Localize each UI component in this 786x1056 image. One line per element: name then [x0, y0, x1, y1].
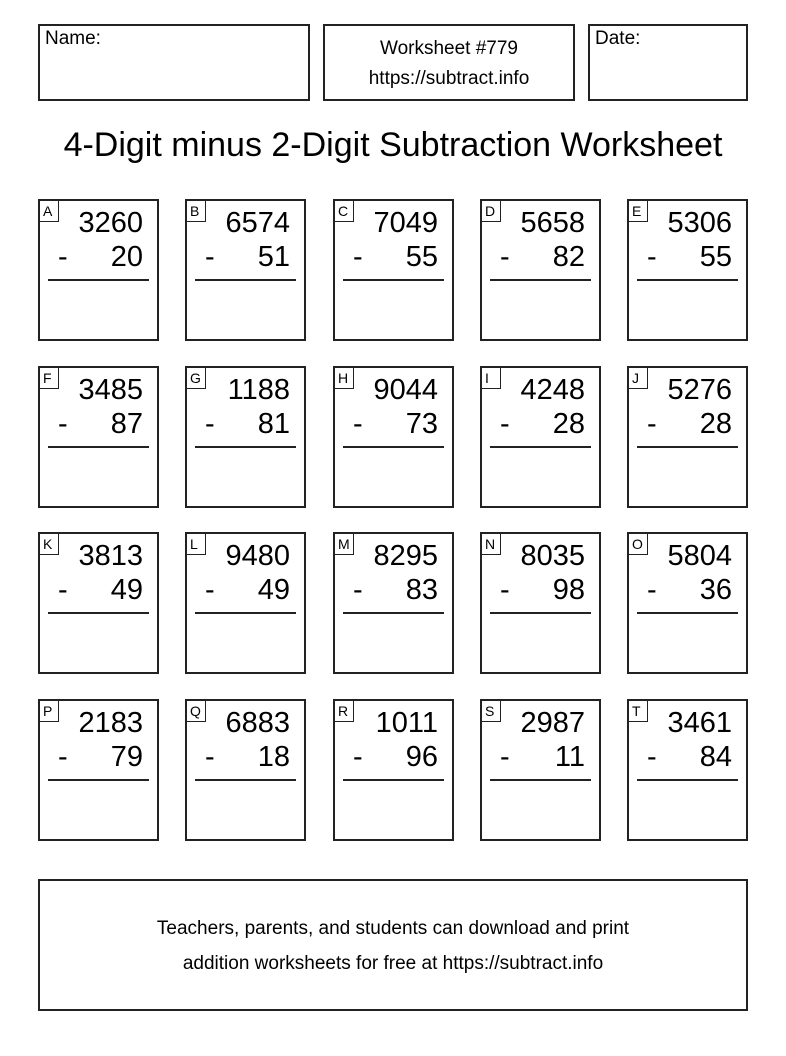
minus-sign: -	[353, 574, 363, 606]
minuend: 5658	[520, 207, 585, 239]
answer-line	[343, 779, 444, 781]
problem-letter: G	[186, 367, 206, 389]
minuend: 5276	[667, 374, 732, 406]
subtrahend: 55	[699, 241, 732, 273]
problem-letter: S	[481, 700, 501, 722]
problem-letter: Q	[186, 700, 206, 722]
minus-sign: -	[500, 408, 510, 440]
subtrahend: 96	[405, 741, 438, 773]
minus-sign: -	[353, 241, 363, 273]
subtrahend: 83	[405, 574, 438, 606]
problem-box[interactable]	[333, 366, 454, 508]
answer-line	[343, 446, 444, 448]
subtrahend: 82	[552, 241, 585, 273]
problem-letter: L	[186, 533, 206, 555]
minuend: 4248	[520, 374, 585, 406]
answer-line	[195, 446, 296, 448]
problem-letter: J	[628, 367, 648, 389]
minus-sign: -	[647, 741, 657, 773]
minuend: 6574	[225, 207, 290, 239]
answer-line	[490, 779, 591, 781]
answer-line	[490, 612, 591, 614]
footer-note	[38, 879, 748, 1011]
minus-sign: -	[500, 741, 510, 773]
problem-letter: F	[39, 367, 59, 389]
subtrahend: 84	[699, 741, 732, 773]
problem-letter: A	[39, 200, 59, 222]
subtrahend: 28	[552, 408, 585, 440]
minuend: 3461	[667, 707, 732, 739]
page-title: 4-Digit minus 2-Digit Subtraction Worksheet	[63, 126, 723, 164]
problem-box[interactable]	[333, 199, 454, 341]
answer-line	[195, 612, 296, 614]
problem-box[interactable]	[333, 699, 454, 841]
problem-box[interactable]	[480, 199, 601, 341]
answer-line	[637, 779, 738, 781]
minus-sign: -	[58, 574, 68, 606]
problem-box[interactable]	[627, 532, 748, 674]
minuend: 3485	[78, 374, 143, 406]
minuend: 8295	[373, 540, 438, 572]
subtrahend: 20	[110, 241, 143, 273]
problem-letter: P	[39, 700, 59, 722]
answer-line	[637, 446, 738, 448]
minuend: 2987	[520, 707, 585, 739]
subtrahend: 87	[110, 408, 143, 440]
answer-line	[195, 779, 296, 781]
problem-letter: E	[628, 200, 648, 222]
minus-sign: -	[205, 741, 215, 773]
problem-box[interactable]	[480, 699, 601, 841]
problem-box[interactable]	[185, 699, 306, 841]
minus-sign: -	[58, 408, 68, 440]
minus-sign: -	[500, 241, 510, 273]
problem-letter: O	[628, 533, 648, 555]
subtrahend: 51	[257, 241, 290, 273]
subtrahend: 55	[405, 241, 438, 273]
minuend: 3260	[78, 207, 143, 239]
subtrahend: 28	[699, 408, 732, 440]
subtrahend: 11	[554, 741, 585, 773]
problem-letter: H	[334, 367, 354, 389]
problem-letter: R	[334, 700, 354, 722]
footer-line-1: Teachers, parents, and students can download and print	[156, 918, 630, 939]
answer-line	[48, 612, 149, 614]
minuend: 2183	[78, 707, 143, 739]
minuend: 9480	[225, 540, 290, 572]
problem-box[interactable]	[480, 366, 601, 508]
minus-sign: -	[58, 741, 68, 773]
problem-box[interactable]	[185, 199, 306, 341]
answer-line	[48, 279, 149, 281]
minus-sign: -	[500, 574, 510, 606]
problem-box[interactable]	[185, 532, 306, 674]
answer-line	[48, 446, 149, 448]
minus-sign: -	[647, 574, 657, 606]
subtrahend: 98	[552, 574, 585, 606]
answer-line	[637, 612, 738, 614]
minus-sign: -	[647, 408, 657, 440]
subtrahend: 18	[257, 741, 290, 773]
subtrahend: 73	[405, 408, 438, 440]
minus-sign: -	[647, 241, 657, 273]
worksheet-info-box	[323, 24, 575, 101]
problem-box[interactable]	[38, 532, 159, 674]
name-field-box[interactable]	[38, 24, 310, 101]
minuend: 3813	[78, 540, 143, 572]
answer-line	[637, 279, 738, 281]
problem-box[interactable]	[333, 532, 454, 674]
subtrahend: 49	[257, 574, 290, 606]
minus-sign: -	[58, 241, 68, 273]
problem-letter: M	[334, 533, 354, 555]
problem-box[interactable]	[627, 199, 748, 341]
worksheet-url: https://subtract.info	[368, 68, 530, 89]
minuend: 9044	[373, 374, 438, 406]
problem-letter: K	[39, 533, 59, 555]
minuend: 7049	[373, 207, 438, 239]
minuend: 8035	[520, 540, 585, 572]
minus-sign: -	[353, 408, 363, 440]
minuend: 1011	[375, 707, 438, 739]
date-field-box[interactable]	[588, 24, 748, 101]
problem-letter: D	[481, 200, 501, 222]
problem-letter: B	[186, 200, 206, 222]
problem-letter: T	[628, 700, 648, 722]
minus-sign: -	[205, 408, 215, 440]
minuend: 1188	[227, 374, 290, 406]
minuend: 5804	[667, 540, 732, 572]
problem-box[interactable]	[627, 366, 748, 508]
minuend: 5306	[667, 207, 732, 239]
problem-box[interactable]	[38, 366, 159, 508]
answer-line	[490, 279, 591, 281]
subtrahend: 36	[699, 574, 732, 606]
subtrahend: 79	[110, 741, 143, 773]
name-label: Name:	[45, 28, 101, 49]
minus-sign: -	[353, 741, 363, 773]
minus-sign: -	[205, 241, 215, 273]
subtrahend: 49	[110, 574, 143, 606]
problem-letter: C	[334, 200, 354, 222]
footer-line-2: addition worksheets for free at https://subtract.info	[182, 953, 604, 974]
minuend: 6883	[225, 707, 290, 739]
answer-line	[343, 612, 444, 614]
problem-letter: N	[481, 533, 501, 555]
problem-letter: I	[481, 367, 501, 389]
minus-sign: -	[205, 574, 215, 606]
problem-box[interactable]	[38, 199, 159, 341]
problem-box[interactable]	[627, 699, 748, 841]
date-label: Date:	[595, 28, 641, 49]
answer-line	[195, 279, 296, 281]
problem-box[interactable]	[185, 366, 306, 508]
answer-line	[343, 279, 444, 281]
subtrahend: 81	[257, 408, 290, 440]
answer-line	[490, 446, 591, 448]
worksheet-number: Worksheet #779	[379, 38, 518, 59]
problem-box[interactable]	[480, 532, 601, 674]
answer-line	[48, 779, 149, 781]
problem-box[interactable]	[38, 699, 159, 841]
